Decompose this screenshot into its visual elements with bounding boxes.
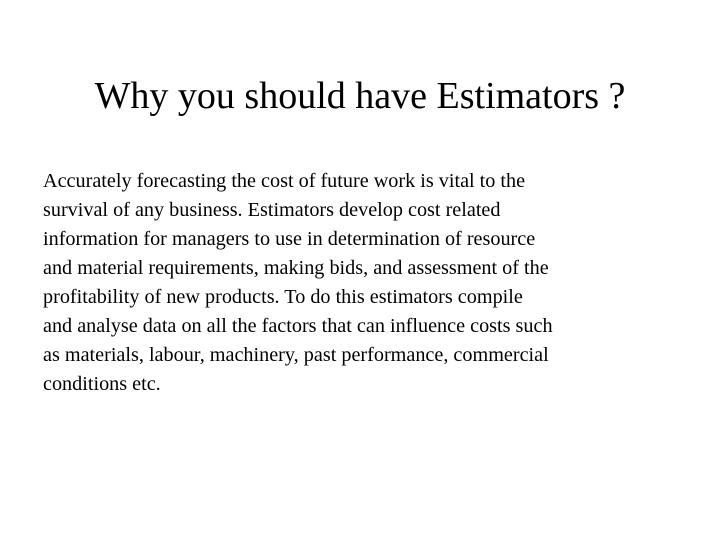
slide-title: Why you should have Estimators ? [94, 75, 626, 117]
body-line: survival of any business. Estimators develop cost related [43, 199, 501, 221]
body-line: and material requirements, making bids, and assessment of the [43, 257, 549, 279]
body-line: Accurately forecasting the cost of future work is vital to the [43, 170, 526, 192]
body-line: information for managers to use in determination of resource [43, 228, 536, 250]
body-line: as materials, labour, machinery, past performance, commercial [43, 344, 549, 366]
body-line: conditions etc. [43, 373, 161, 395]
body-line: profitability of new products. To do this estimators compile [43, 286, 523, 308]
body-line: and analyse data on all the factors that can influence costs such [43, 315, 553, 337]
slide-body-text [43, 167, 663, 399]
